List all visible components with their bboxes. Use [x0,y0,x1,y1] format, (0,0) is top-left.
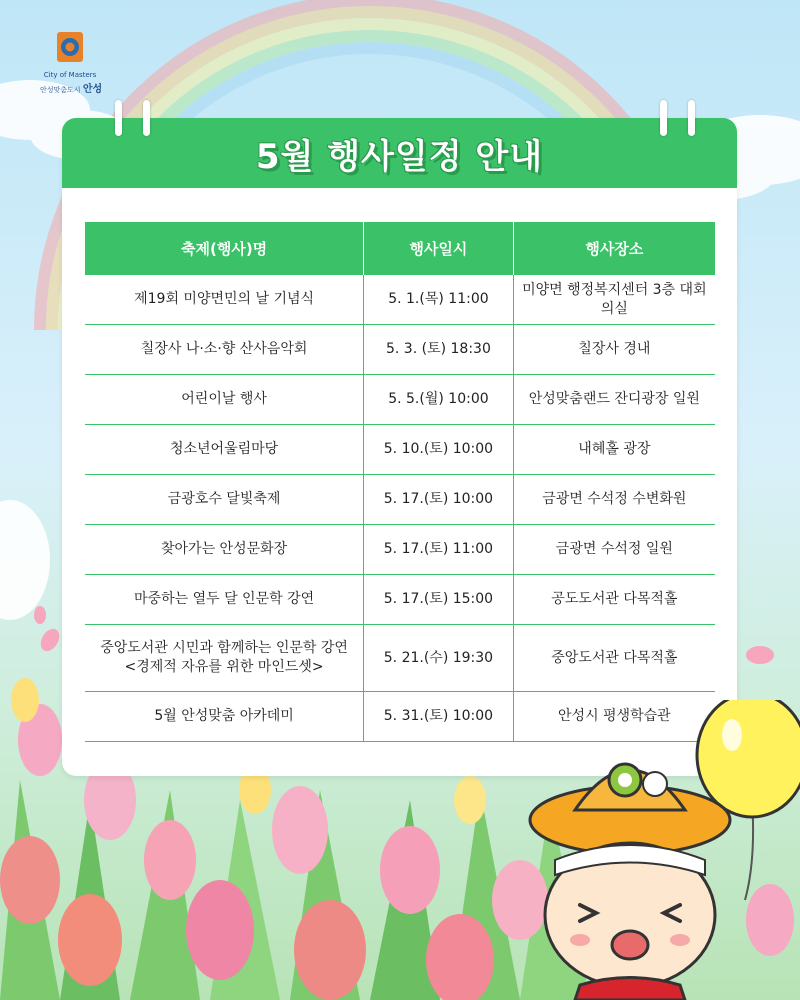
event-date: 5. 5.(월) 10:00 [364,375,514,425]
mascot-body [575,978,685,1000]
page-title: 5월 행사일정 안내 [255,136,544,177]
table-row [85,425,715,475]
event-place: 안성시 평생학습관 [513,692,715,742]
event-place: 내혜홀 광장 [513,425,715,475]
calendar-ring [660,100,667,136]
event-date: 5. 10.(토) 10:00 [364,425,514,475]
event-name: 칠장사 나·소·향 산사음악회 [85,325,364,375]
event-place: 금광면 수석정 수변화원 [513,475,715,525]
event-name: 찾아가는 안성문화장 [85,525,364,575]
event-date: 5. 17.(토) 11:00 [364,525,514,575]
calendar-ring [115,100,122,136]
calendar-ring [143,100,150,136]
event-place: 미양면 행정복지센터 3층 대회의실 [513,275,715,325]
event-place: 금광면 수석정 일원 [513,525,715,575]
header-event-date: 행사일시 [364,222,514,275]
event-date: 5. 21.(수) 19:30 [364,625,514,692]
table-row [85,325,715,375]
event-date: 5. 17.(토) 15:00 [364,575,514,625]
event-place: 중앙도서관 다목적홀 [513,625,715,692]
event-name: 마중하는 열두 달 인문학 강연 [85,575,364,625]
card-header [62,118,737,188]
event-name [85,625,364,692]
event-name: 제19회 미양면민의 날 기념식 [85,275,364,325]
event-name: 5월 안성맞춤 아카데미 [85,692,364,742]
table-header-row [85,222,715,275]
table-row [85,475,715,525]
logo-name: 안성 [82,84,103,95]
table-row [85,375,715,425]
logo-tagline: City of Masters [43,71,97,79]
header-event-place: 행사장소 [513,222,715,275]
city-logo [40,30,103,95]
header-event-name: 축제(행사)명 [85,222,364,275]
event-date: 5. 3. (토) 18:30 [364,325,514,375]
event-name: 청소년어울림마당 [85,425,364,475]
event-date: 5. 31.(토) 10:00 [364,692,514,742]
table-row [85,525,715,575]
event-date: 5. 1.(목) 11:00 [364,275,514,325]
table-row [85,625,715,692]
event-name-subtitle: <경제적 자유를 위한 마인드셋> [124,659,324,675]
event-name-line: 중앙도서관 시민과 함께하는 인문학 강연 [100,640,348,657]
logo-subtitle: 안성맞춤도시 [40,86,81,94]
calendar-ring [688,100,695,136]
event-place: 칠장사 경내 [513,325,715,375]
event-schedule-table [85,222,715,742]
event-place: 공도도서관 다목적홀 [513,575,715,625]
mascot-character [520,700,800,1000]
face [545,843,715,987]
event-place: 안성맞춤랜드 잔디광장 일원 [513,375,715,425]
event-date: 5. 17.(토) 10:00 [364,475,514,525]
table-row [85,275,715,325]
city-emblem-icon [55,30,85,66]
event-name: 금광호수 달빛축제 [85,475,364,525]
table-row [85,575,715,625]
event-name: 어린이날 행사 [85,375,364,425]
